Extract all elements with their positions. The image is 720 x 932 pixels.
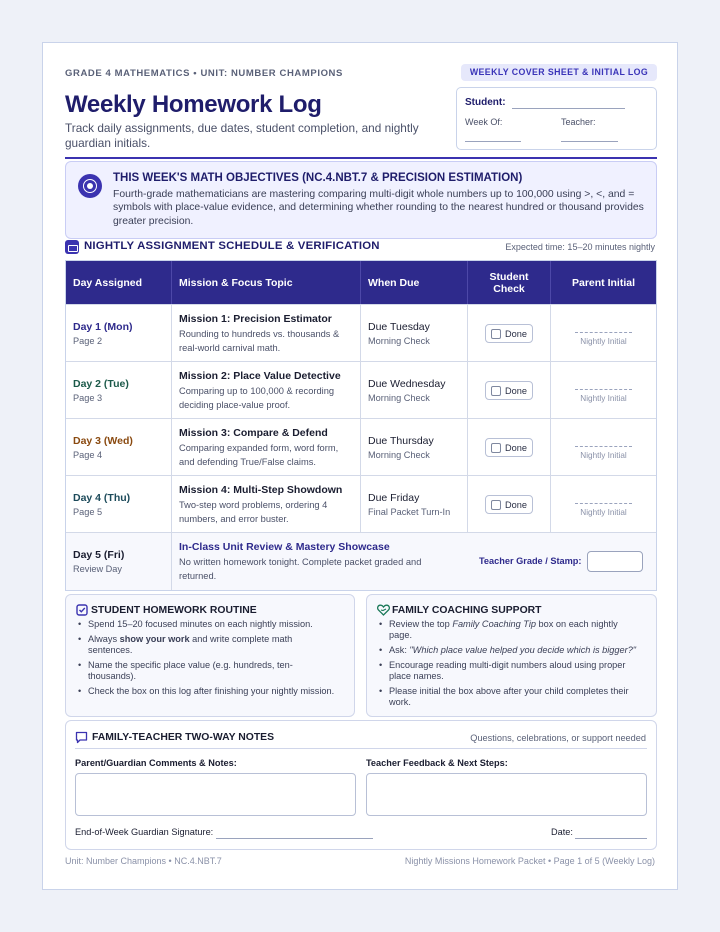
routine-item: • Spend 15–20 focused minutes on each nightly mission. — [78, 619, 338, 630]
speech-bubble-icon — [75, 731, 88, 744]
row-mission-title: Mission 3: Compare & Defend — [179, 427, 328, 439]
footer-right: Nightly Missions Homework Packet • Page 1 of 5 (Weekly Log) — [404, 856, 655, 866]
two-way-notes-section — [65, 720, 657, 850]
parent-notes-label: Parent/Guardian Comments & Notes: — [75, 758, 237, 768]
page-subtitle: Track daily assignments, due dates, student completion, and nightly guardian initials. — [65, 121, 419, 150]
cover-sheet-badge: WEEKLY COVER SHEET & INITIAL LOG — [461, 64, 657, 81]
coaching-item: • Encourage reading multi-digit numbers aloud using proper place names. — [379, 660, 637, 683]
table-row — [66, 361, 656, 418]
nightly-initial-label: Nightly Initial — [580, 337, 627, 346]
row-day: Day 1 (Mon) — [73, 321, 133, 333]
done-checkbox[interactable]: Done — [485, 381, 533, 400]
row-day: Day 3 (Wed) — [73, 435, 133, 447]
page-title: Weekly Homework Log — [65, 91, 322, 118]
routine-item: • Always show your work and write complete math sentences. — [78, 634, 338, 657]
row-mission-title: Mission 4: Multi-Step Showdown — [179, 484, 343, 496]
checklist-icon — [76, 604, 88, 616]
row-page: Page 5 — [73, 507, 103, 517]
notes-divider — [75, 748, 647, 749]
parent-notes-field[interactable] — [75, 773, 356, 816]
parent-initial-line[interactable] — [575, 446, 632, 447]
coaching-item: • Review the top Family Coaching Tip box on each nightly page. — [379, 619, 637, 642]
homework-log-page — [42, 42, 678, 890]
row-due-sub: Morning Check — [368, 393, 430, 403]
grade-unit-kicker: GRADE 4 MATHEMATICS • UNIT: NUMBER CHAMPIONS — [65, 68, 343, 79]
row-page: Page 4 — [73, 450, 103, 460]
col-mission: Mission & Focus Topic — [172, 261, 361, 304]
row-page: Page 3 — [73, 393, 103, 403]
coaching-title: FAMILY COACHING SUPPORT — [392, 605, 542, 616]
teacher-line[interactable] — [561, 141, 618, 142]
row-day: Day 2 (Tue) — [73, 378, 129, 390]
table-row — [66, 475, 656, 532]
col-day-assigned: Day Assigned — [66, 261, 172, 304]
week-of-label: Week Of: — [465, 117, 503, 127]
row-due: Due Tuesday — [368, 321, 430, 333]
review-desc: No written homework tonight. Complete packet graded and returned. — [179, 557, 422, 581]
row-mission-desc: Comparing up to 100,000 & recording deciding place-value proof. — [179, 386, 335, 410]
done-checkbox[interactable]: Done — [485, 438, 533, 457]
row-mission-title: Mission 1: Precision Estimator — [179, 313, 332, 325]
review-title: In-Class Unit Review & Mastery Showcase — [179, 541, 390, 553]
checkbox-square[interactable] — [491, 329, 501, 339]
table-header — [66, 261, 656, 304]
checkbox-square[interactable] — [491, 443, 501, 453]
notes-hint: Questions, celebrations, or support needed — [470, 733, 646, 743]
row-due: Due Thursday — [368, 435, 434, 447]
expected-time: Expected time: 15–20 minutes nightly — [505, 242, 655, 252]
row-due-sub: Morning Check — [368, 336, 430, 346]
checkbox-square[interactable] — [491, 500, 501, 510]
row-mission-desc: Rounding to hundreds vs. thousands & real-world carnival math. — [179, 329, 340, 353]
table-row — [66, 418, 656, 475]
date-line[interactable] — [575, 838, 647, 839]
teacher-notes-label: Teacher Feedback & Next Steps: — [366, 758, 508, 768]
target-icon — [78, 174, 102, 198]
parent-initial-line[interactable] — [575, 503, 632, 504]
table-row — [66, 304, 656, 361]
footer-left: Unit: Number Champions • NC.4.NBT.7 — [65, 856, 222, 866]
teacher-grade-label: Teacher Grade / Stamp: — [479, 556, 582, 566]
assignment-table — [65, 260, 657, 591]
student-routine-panel — [65, 594, 355, 717]
col-parent-initial: Parent Initial — [571, 276, 635, 289]
teacher-grade-box[interactable] — [587, 551, 643, 572]
review-sub: Review Day — [73, 564, 123, 574]
student-label: Student: — [465, 97, 506, 108]
date-label: Date: — [551, 827, 573, 837]
routine-item: • Check the box on this log after finishing your nightly mission. — [78, 686, 338, 697]
notes-title: FAMILY-TEACHER TWO-WAY NOTES — [92, 732, 275, 743]
row-mission-title: Mission 2: Place Value Detective — [179, 370, 341, 382]
schedule-title: NIGHTLY ASSIGNMENT SCHEDULE & VERIFICATION — [84, 240, 380, 252]
col-student-check: Student Check — [468, 261, 551, 304]
signature-line[interactable] — [216, 838, 373, 839]
nightly-initial-label: Nightly Initial — [580, 451, 627, 460]
signature-label: End-of-Week Guardian Signature: — [75, 827, 214, 837]
review-row — [66, 532, 656, 590]
objectives-box — [65, 161, 657, 239]
done-checkbox[interactable]: Done — [485, 495, 533, 514]
routine-item: • Name the specific place value (e.g. hundreds, ten-thousands). — [78, 660, 338, 683]
row-due: Due Friday — [368, 492, 420, 504]
parent-initial-line[interactable] — [575, 332, 632, 333]
teacher-notes-field[interactable] — [366, 773, 647, 816]
routine-title: STUDENT HOMEWORK ROUTINE — [91, 605, 257, 616]
review-day: Day 5 (Fri) — [73, 549, 125, 561]
coaching-item: • Please initial the box above after your child completes their work. — [379, 686, 637, 709]
parent-initial-line[interactable] — [575, 389, 632, 390]
student-info-box — [456, 87, 657, 150]
checkbox-square[interactable] — [491, 386, 501, 396]
header-divider — [65, 157, 657, 159]
row-page: Page 2 — [73, 336, 103, 346]
row-due-sub: Morning Check — [368, 450, 430, 460]
week-of-line[interactable] — [465, 141, 521, 142]
done-checkbox[interactable]: Done — [485, 324, 533, 343]
calendar-icon — [65, 240, 79, 254]
row-due: Due Wednesday — [368, 378, 446, 390]
family-coaching-panel — [366, 594, 657, 717]
row-mission-desc: Comparing expanded form, word form, and defending True/False claims. — [179, 443, 339, 467]
objectives-text: Fourth-grade mathematicians are mastering comparing multi-digit whole numbers up to 100,000 using >, <, and = symbols with place-value evidence, and determining whether rounding to the nearest hundred or thousand provides greater precision. — [113, 189, 644, 227]
row-due-sub: Final Packet Turn-In — [368, 507, 451, 517]
nightly-initial-label: Nightly Initial — [580, 394, 627, 403]
student-name-line[interactable] — [512, 108, 625, 109]
teacher-label: Teacher: — [561, 117, 596, 127]
row-mission-desc: Two-step word problems, ordering 4 numbers, and error buster. — [179, 500, 328, 524]
nightly-initial-label: Nightly Initial — [580, 508, 627, 517]
row-day: Day 4 (Thu) — [73, 492, 131, 504]
coaching-item: • Ask: "Which place value helped you decide which is bigger?" — [379, 645, 637, 656]
col-when-due: When Due — [361, 261, 468, 304]
objectives-title: THIS WEEK'S MATH OBJECTIVES (NC.4.NBT.7 & PRECISION ESTIMATION) — [113, 172, 523, 184]
heart-icon — [377, 604, 390, 616]
